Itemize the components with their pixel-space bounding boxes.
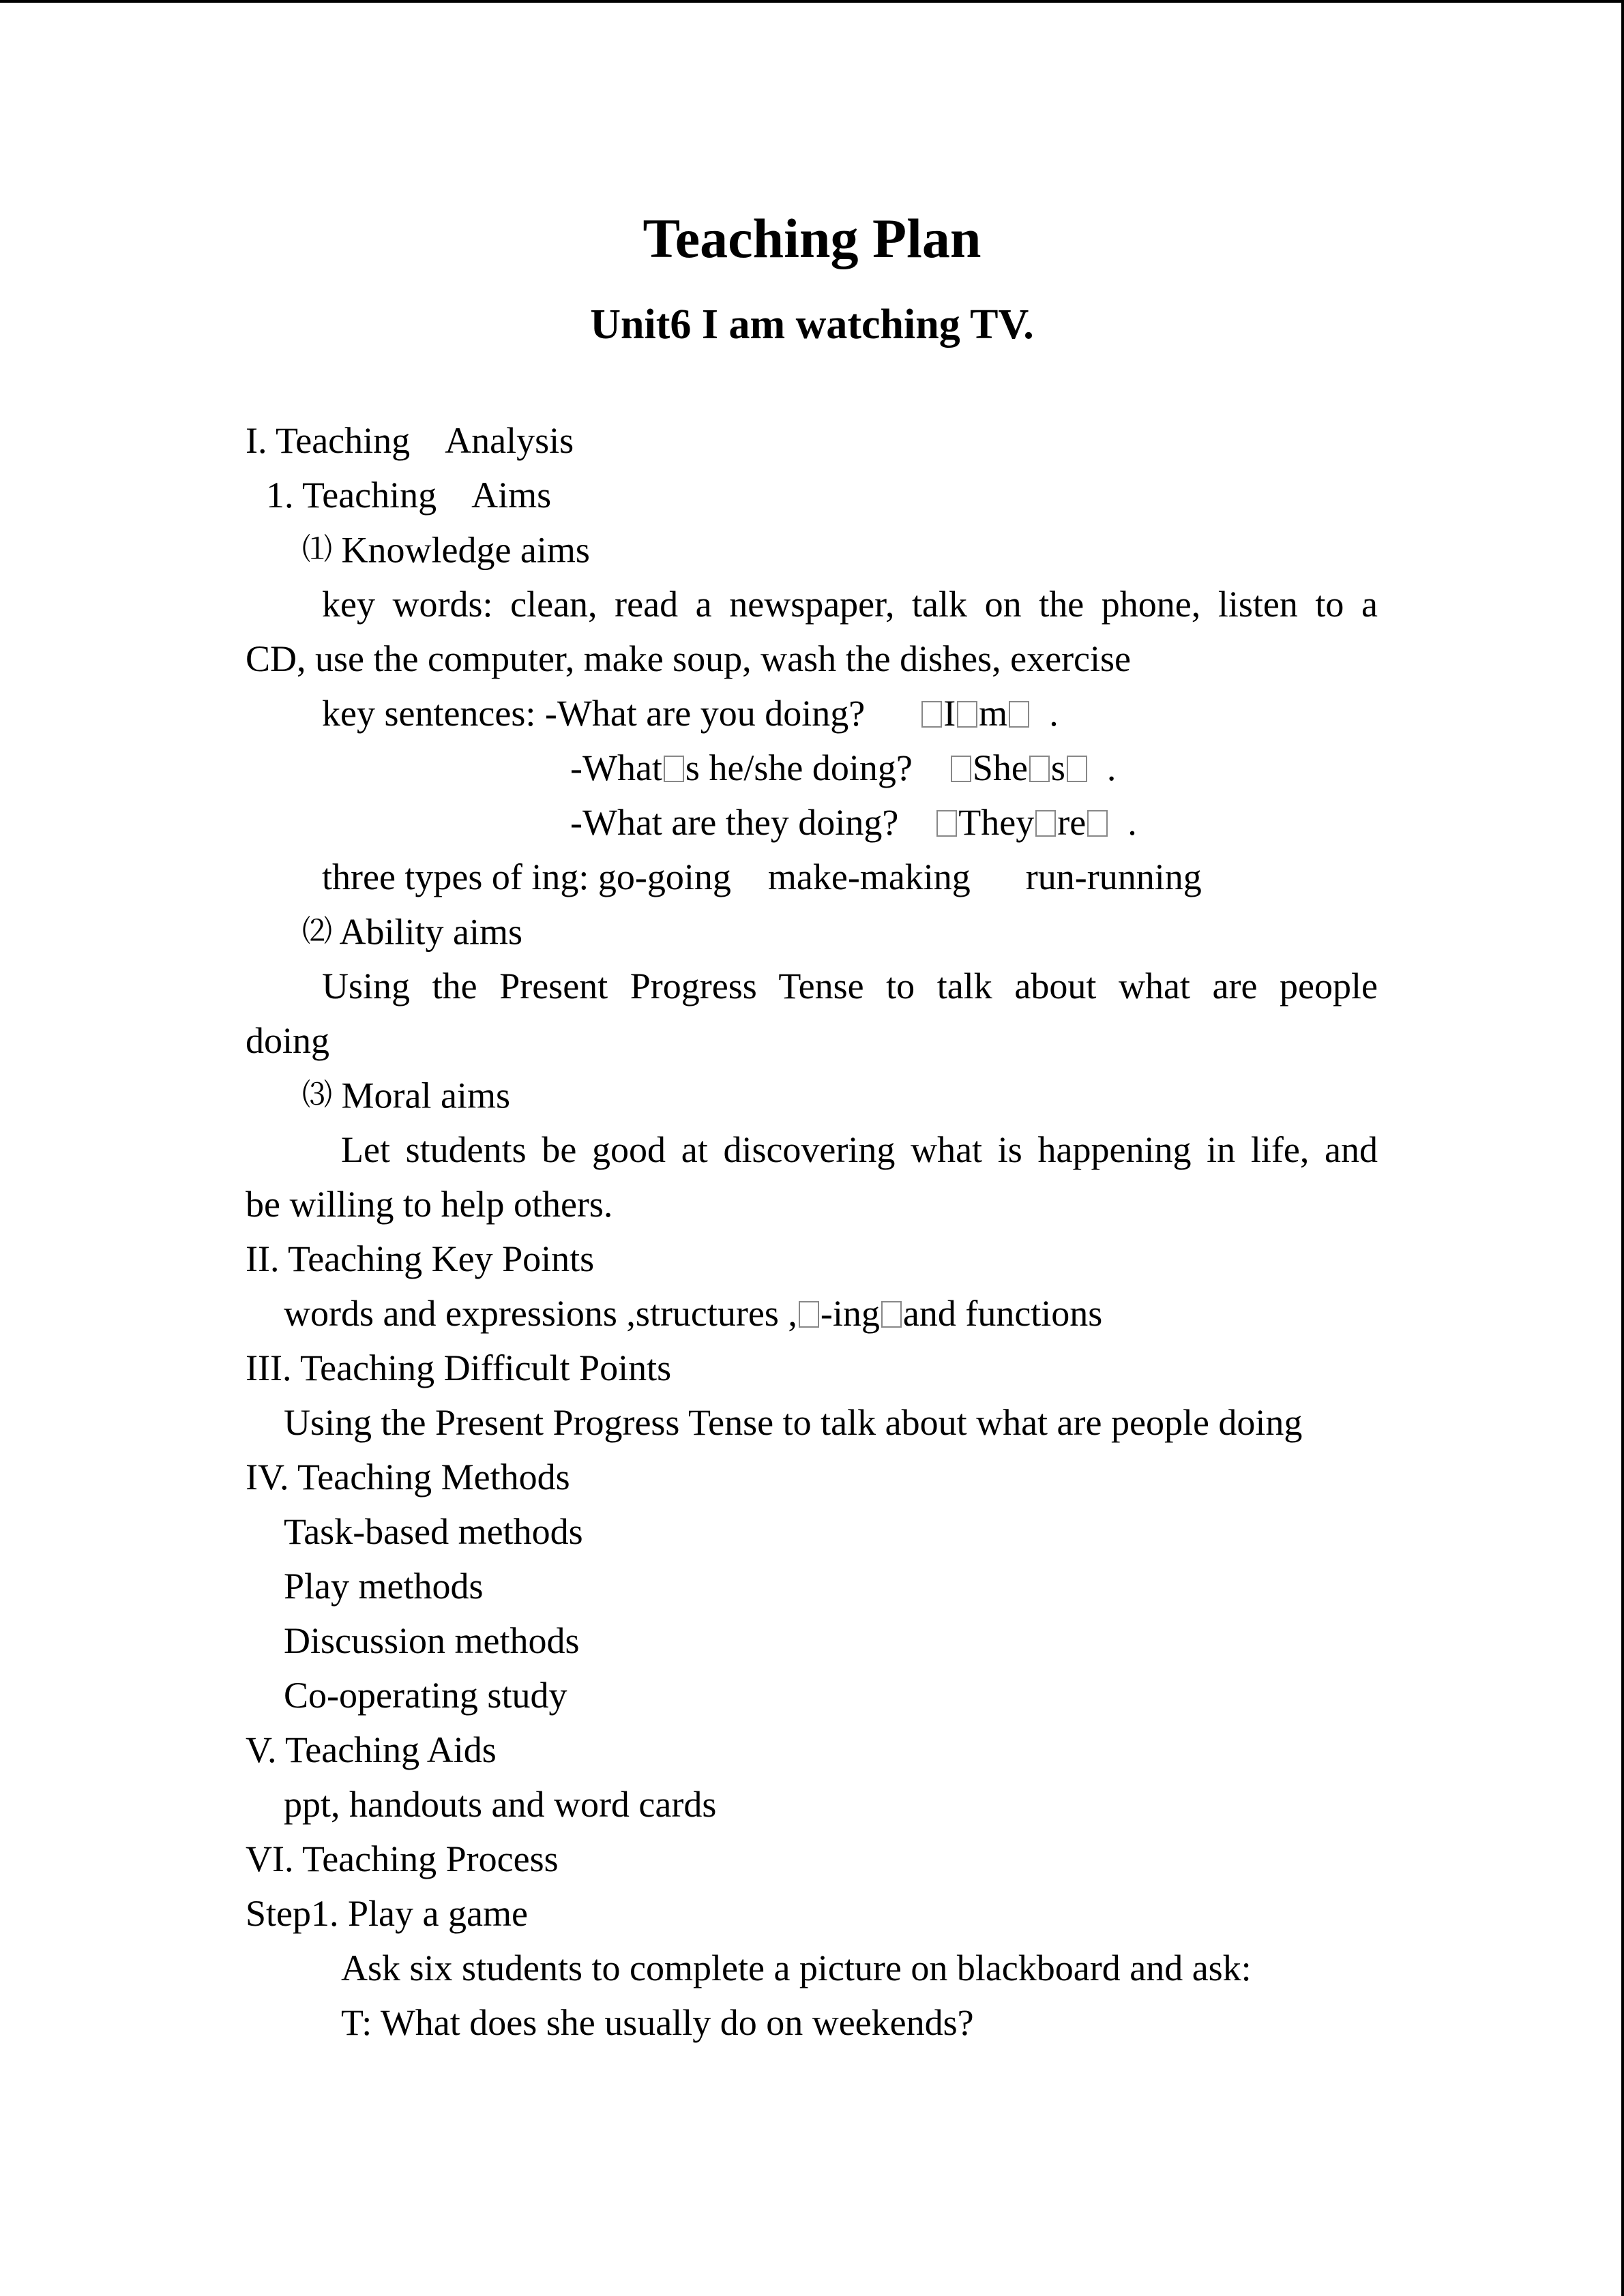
ability-aims-heading bbox=[302, 904, 522, 959]
section-2-heading: II. Teaching Key Points bbox=[246, 1238, 595, 1279]
ing-make: make-making bbox=[767, 856, 971, 897]
answer-1-b: m bbox=[979, 693, 1008, 734]
answer-2-b: s bbox=[1050, 747, 1065, 788]
ability-marker: ⑵ bbox=[302, 914, 332, 948]
placeholder-glyph bbox=[1009, 701, 1029, 728]
answer-3-a: They bbox=[958, 802, 1035, 843]
ing-types-label: three types of ing: go-going bbox=[322, 856, 731, 897]
key-words-line-1: key words: clean, read a newspaper, talk on the phone, listen to a bbox=[322, 584, 1378, 625]
page-title: Teaching Plan bbox=[643, 207, 981, 269]
placeholder-glyph bbox=[664, 756, 684, 782]
method-item: Discussion methods bbox=[284, 1620, 580, 1661]
answer-2-period: . bbox=[1106, 747, 1117, 788]
moral-aims-title: Moral aims bbox=[341, 1075, 510, 1116]
moral-aims-heading bbox=[302, 1068, 510, 1122]
placeholder-glyph bbox=[951, 756, 971, 782]
placeholder-glyph bbox=[936, 810, 957, 837]
placeholder-glyph bbox=[1087, 810, 1108, 837]
answer-2-a: She bbox=[972, 747, 1028, 788]
placeholder-glyph bbox=[1029, 756, 1050, 782]
step-1-line-2: T: What does she usually do on weekends? bbox=[341, 2002, 974, 2043]
step-1-line-1: Ask six students to complete a picture on blackboard and ask: bbox=[341, 1948, 1252, 1988]
method-item: Play methods bbox=[284, 1566, 484, 1607]
answer-1-a: I bbox=[943, 693, 956, 734]
placeholder-glyph bbox=[881, 1301, 902, 1328]
answer-1-period: . bbox=[1049, 693, 1059, 734]
section-2-text bbox=[284, 1286, 1102, 1341]
section-4-heading: IV. Teaching Methods bbox=[246, 1457, 570, 1497]
answer-3-period: . bbox=[1127, 802, 1137, 843]
question-2-s: s bbox=[685, 747, 700, 788]
question-2-rest: he/she doing? bbox=[699, 747, 913, 788]
section-3-heading: III. Teaching Difficult Points bbox=[246, 1347, 672, 1388]
key-sentences-line-2 bbox=[570, 741, 1116, 795]
moral-line-2: be willing to help others. bbox=[246, 1184, 613, 1225]
knowledge-marker: ⑴ bbox=[302, 533, 332, 566]
teaching-aims-heading: 1. Teaching Aims bbox=[266, 475, 552, 516]
section-5-text: ppt, handouts and word cards bbox=[284, 1784, 717, 1825]
ability-line-1: Using the Present Progress Tense to talk about what are people bbox=[322, 966, 1378, 1007]
key-points-text-a: words and expressions ,structures , bbox=[284, 1293, 797, 1334]
ing-types-line bbox=[322, 850, 1202, 904]
question-3: -What are they doing? bbox=[570, 802, 899, 843]
key-points-text-b: -ing bbox=[820, 1293, 880, 1334]
placeholder-glyph bbox=[957, 701, 977, 728]
key-sentences-label: key sentences: -What are you doing? bbox=[322, 693, 866, 734]
placeholder-glyph bbox=[1035, 810, 1056, 837]
moral-line-1: Let students be good at discovering what is happening in life, and bbox=[341, 1129, 1378, 1170]
moral-marker: ⑶ bbox=[302, 1078, 332, 1112]
key-sentences-line-1 bbox=[322, 686, 1059, 741]
page-subtitle: Unit6 I am watching TV. bbox=[590, 301, 1034, 348]
section-3-text: Using the Present Progress Tense to talk about what are people doing bbox=[284, 1402, 1303, 1443]
key-points-text-c: and functions bbox=[902, 1293, 1103, 1334]
method-item: Co-operating study bbox=[284, 1675, 567, 1716]
question-2-a: -What bbox=[570, 747, 662, 788]
ability-line-2: doing bbox=[246, 1020, 330, 1061]
placeholder-glyph bbox=[1067, 756, 1087, 782]
ing-run: run-running bbox=[1025, 856, 1202, 897]
key-words-line-2: CD, use the computer, make soup, wash the dishes, exercise bbox=[246, 638, 1132, 679]
placeholder-glyph bbox=[799, 1301, 819, 1328]
answer-3-b: re bbox=[1057, 802, 1087, 843]
section-6-heading: VI. Teaching Process bbox=[246, 1838, 559, 1879]
method-item: Task-based methods bbox=[284, 1511, 583, 1552]
knowledge-aims-title: Knowledge aims bbox=[341, 529, 590, 571]
key-sentences-line-3 bbox=[570, 795, 1137, 850]
section-1-heading: I. Teaching Analysis bbox=[246, 420, 574, 461]
step-1-heading: Step1. Play a game bbox=[246, 1893, 528, 1934]
ability-aims-title: Ability aims bbox=[339, 911, 523, 953]
section-5-heading: V. Teaching Aids bbox=[246, 1729, 497, 1770]
placeholder-glyph bbox=[921, 701, 942, 728]
knowledge-aims-heading bbox=[302, 522, 590, 577]
